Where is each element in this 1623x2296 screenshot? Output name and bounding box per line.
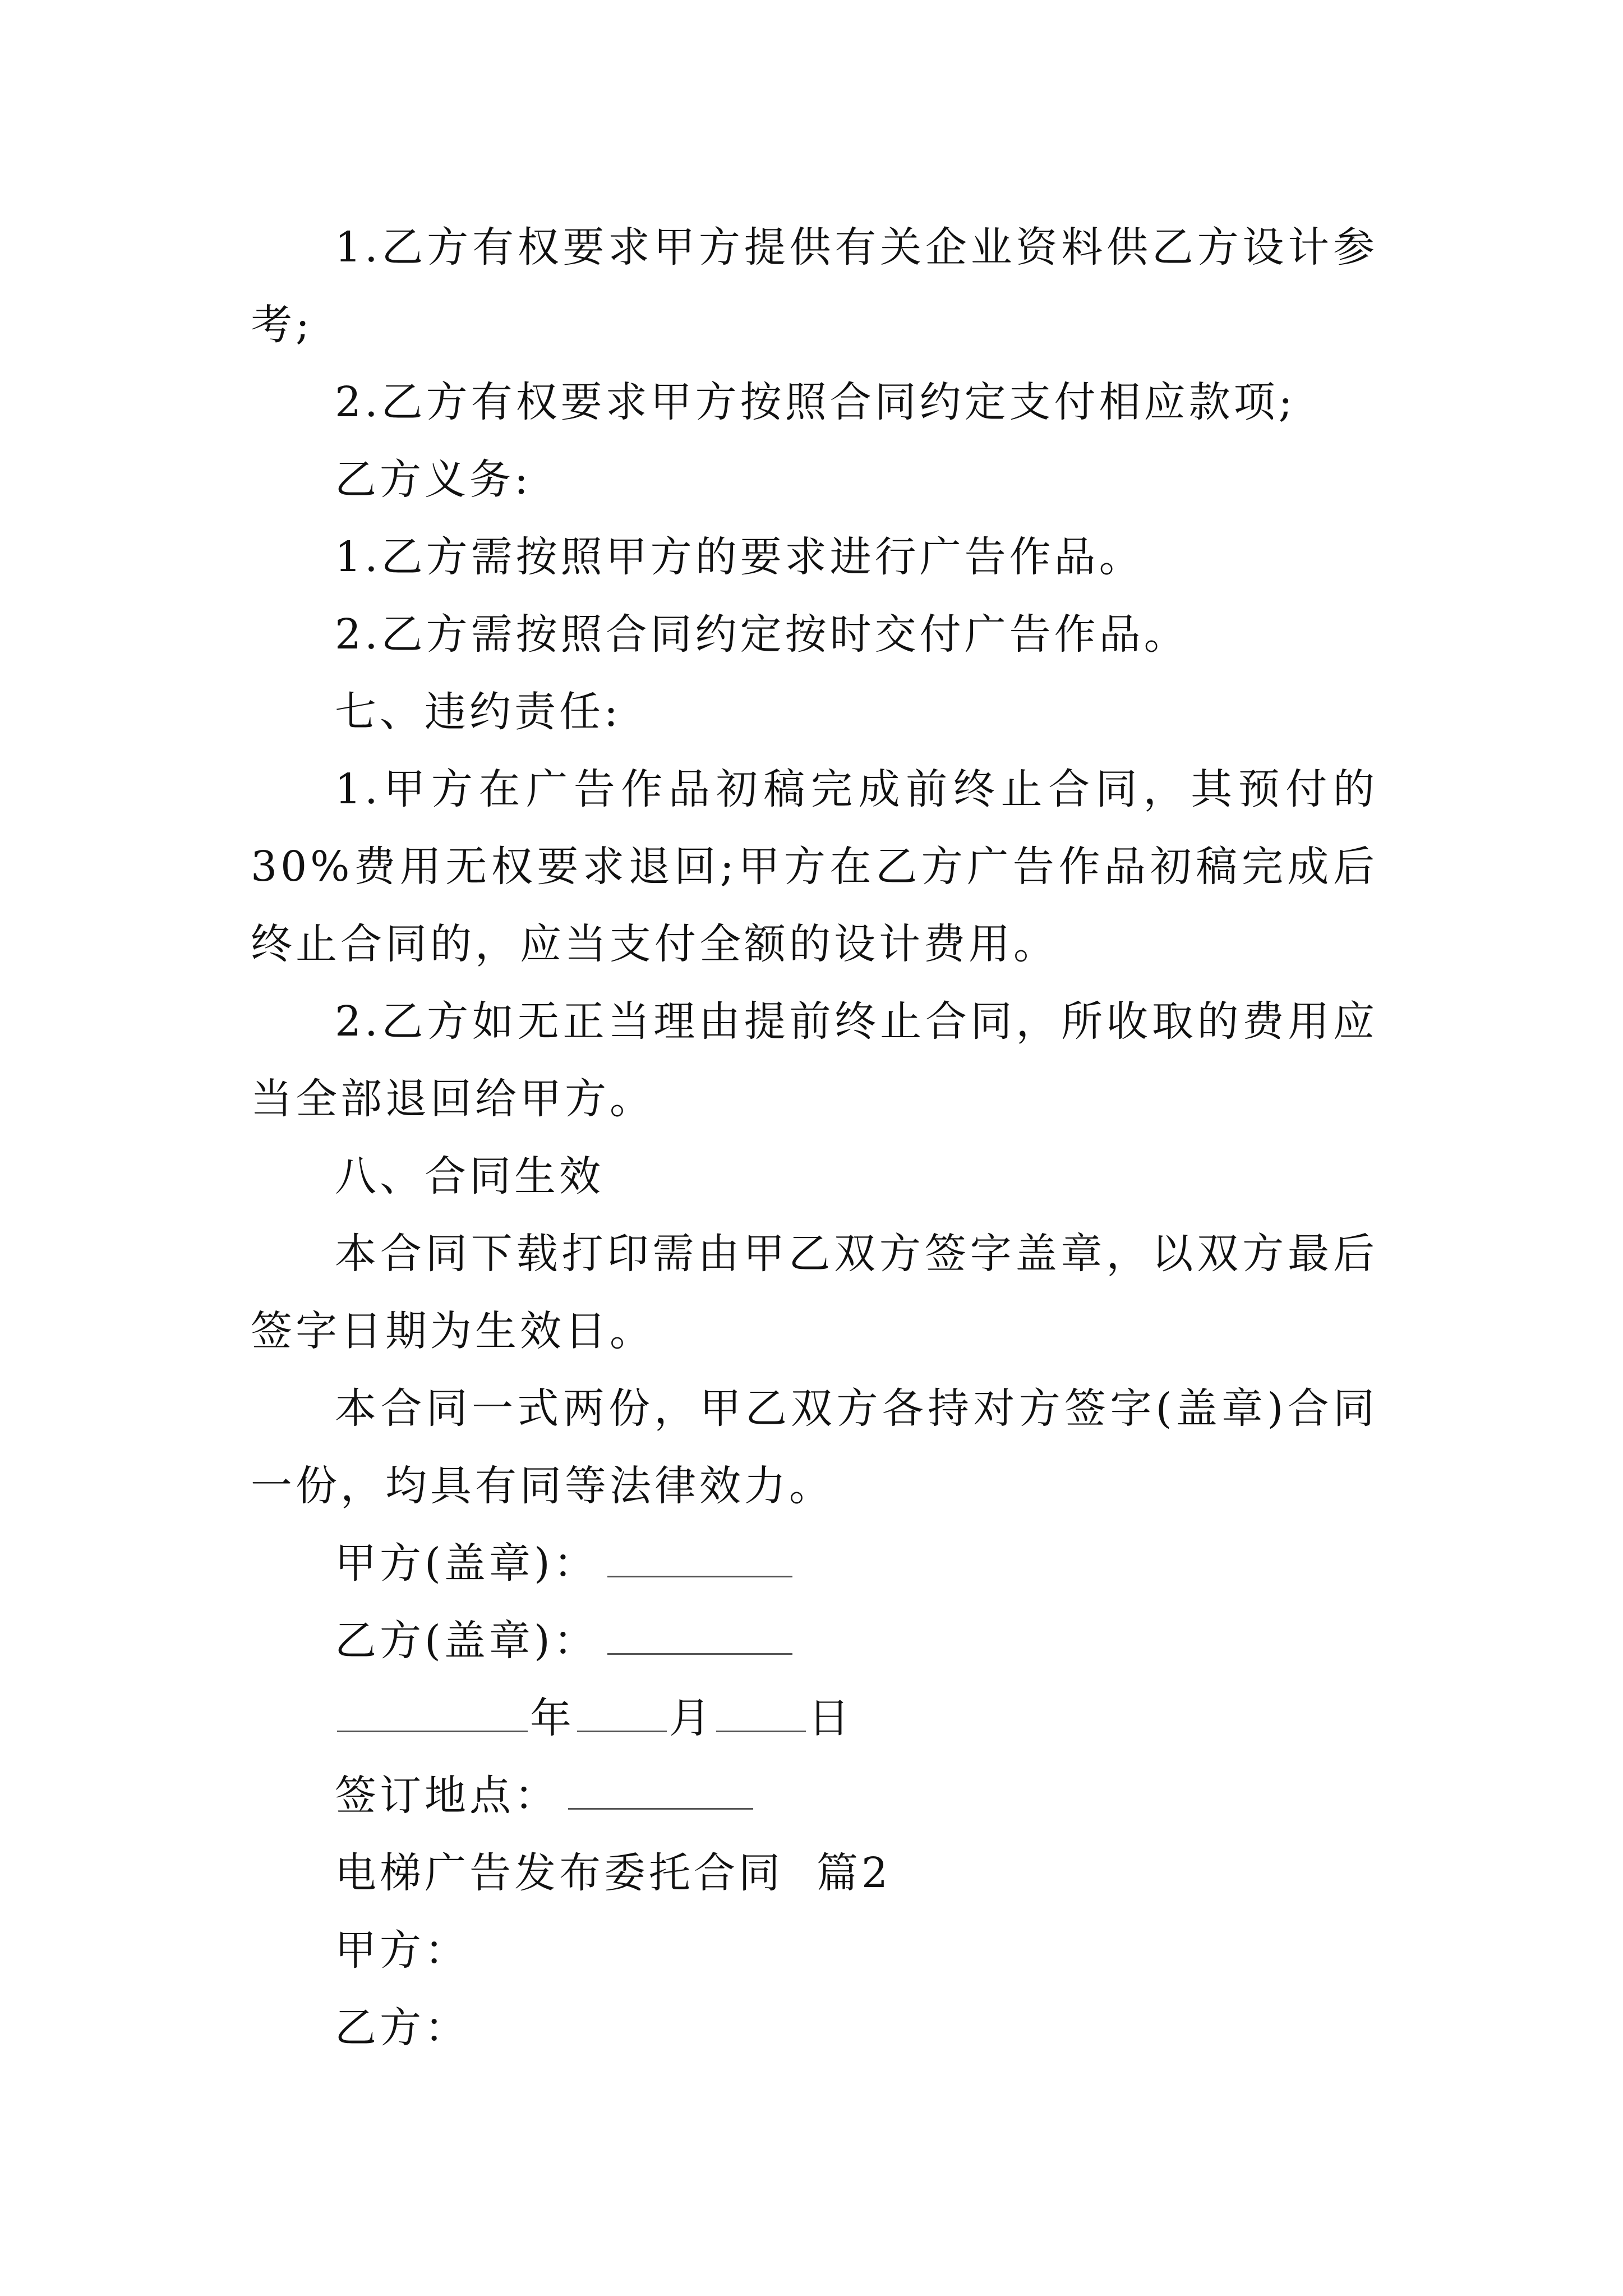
month-label: 月 bbox=[669, 1694, 714, 1742]
signing-place-label: 签订地点： bbox=[335, 1772, 559, 1820]
day-blank[interactable] bbox=[716, 1696, 806, 1732]
day-label: 日 bbox=[808, 1694, 853, 1742]
paragraph-b-duty-2: 2.乙方需按照合同约定按时交付广告作品。 bbox=[335, 610, 1189, 659]
party-b-seal-blank[interactable] bbox=[607, 1618, 792, 1655]
paragraph-effectiveness-2: 本合同一式两份，甲乙双方各持对方签字(盖章)合同一份，均具有同等法律效力。 bbox=[251, 1384, 1378, 1510]
paragraph-liability-2: 2.乙方如无正当理由提前终止合同，所收取的费用应当全部退回给甲方。 bbox=[251, 997, 1378, 1123]
party-b-seal-line bbox=[251, 1602, 1378, 1680]
signing-place-blank[interactable] bbox=[568, 1773, 753, 1810]
section-2-party-a: 甲方： bbox=[335, 1926, 469, 1975]
paragraph-b-duty-1: 1.乙方需按照甲方的要求进行广告作品。 bbox=[335, 533, 1144, 581]
month-blank[interactable] bbox=[577, 1696, 667, 1732]
paragraph-b-right-1: 1.乙方有权要求甲方提供有关企业资料供乙方设计参考; bbox=[251, 223, 1378, 349]
party-a-seal-blank[interactable] bbox=[607, 1541, 792, 1577]
signing-place-line bbox=[251, 1757, 1378, 1834]
heading-liability: 七、违约责任: bbox=[335, 688, 621, 736]
document-body bbox=[251, 209, 1378, 2067]
year-label: 年 bbox=[530, 1694, 575, 1742]
heading-b-duties: 乙方义务: bbox=[335, 455, 532, 504]
paragraph-b-right-2: 2.乙方有权要求甲方按照合同约定支付相应款项; bbox=[335, 378, 1296, 426]
section-2-title: 电梯广告发布委托合同 篇2 bbox=[335, 1849, 892, 1897]
year-blank[interactable] bbox=[337, 1696, 528, 1732]
section-2-party-b: 乙方： bbox=[335, 2004, 469, 2052]
paragraph-liability-1: 1.甲方在广告作品初稿完成前终止合同，其预付的30%费用无权要求退回;甲方在乙方广告作品初稿完成后终止合同的，应当支付全额的设计费用。 bbox=[251, 765, 1378, 968]
date-line bbox=[251, 1680, 1378, 1757]
party-a-seal-line bbox=[251, 1525, 1378, 1602]
party-a-seal-label: 甲方(盖章)： bbox=[335, 1539, 598, 1588]
paragraph-effectiveness-1: 本合同下载打印需由甲乙双方签字盖章，以双方最后签字日期为生效日。 bbox=[251, 1230, 1378, 1355]
heading-effectiveness: 八、合同生效 bbox=[335, 1152, 604, 1200]
party-b-seal-label: 乙方(盖章)： bbox=[335, 1617, 598, 1665]
